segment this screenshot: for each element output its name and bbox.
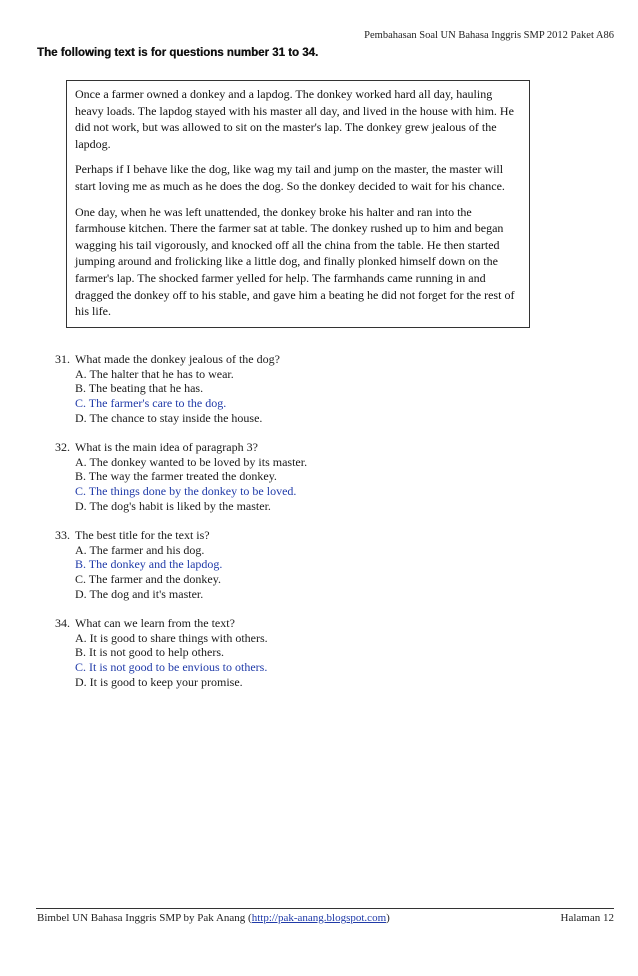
passage-intro: The following text is for questions number 31 to 34. bbox=[37, 47, 319, 59]
footer-credit-suffix: ) bbox=[386, 912, 390, 924]
reading-passage bbox=[66, 80, 530, 328]
question-32 bbox=[55, 440, 615, 514]
blog-link[interactable]: http://pak-anang.blogspot.com bbox=[251, 912, 387, 924]
page-number: Halaman 12 bbox=[560, 912, 614, 924]
option-d: D. The dog and it's master. bbox=[75, 586, 204, 601]
option-d: D. The chance to stay inside the house. bbox=[75, 410, 263, 425]
question-34 bbox=[55, 616, 615, 690]
question-number: 34. bbox=[55, 616, 70, 631]
footer-credit-prefix: Bimbel UN Bahasa Inggris SMP by Pak Anang ( bbox=[37, 912, 252, 924]
option-list bbox=[55, 631, 615, 690]
option-d: D. It is good to keep your promise. bbox=[75, 674, 243, 689]
option-c: C. The things done by the donkey to be loved. bbox=[75, 484, 297, 499]
question-stem bbox=[55, 352, 615, 367]
question-31 bbox=[55, 352, 615, 426]
question-text: What can we learn from the text? bbox=[75, 616, 235, 631]
option-c: C. The farmer and the donkey. bbox=[75, 572, 221, 587]
option-list bbox=[55, 543, 615, 602]
passage-paragraph-3: One day, when he was left unattended, the donkey broke his halter and ran into the farmhouse kitchen. There the farmer sat at table. The donkey rushed up to him and began wagging his tail vigorously, and knocked off all the china from the table. He then started jumping around and frolicking like a little dog, and finally plonked himself down on the farmer's lap. The shocked farmer yelled for help. The farmhands came running in and dragged the donkey off to his stable, and gave him a beating he did not forget for the rest of his life. bbox=[75, 204, 515, 319]
option-list bbox=[55, 455, 615, 514]
question-list bbox=[55, 352, 615, 704]
option-a: A. It is good to share things with others. bbox=[75, 630, 268, 645]
question-33 bbox=[55, 528, 615, 602]
question-text: What made the donkey jealous of the dog? bbox=[75, 352, 280, 366]
option-c: C. It is not good to be envious to others. bbox=[75, 660, 268, 675]
question-stem bbox=[55, 616, 615, 631]
option-list bbox=[55, 367, 615, 426]
passage-paragraph-2: Perhaps if I behave like the dog, like wag my tail and jump on the master, the master will start loving me as much as he does the dog. So the donkey decided to wait for his chance. bbox=[75, 162, 505, 193]
option-d: D. The dog's habit is liked by the master. bbox=[75, 498, 271, 513]
option-a: A. The farmer and his dog. bbox=[75, 542, 205, 557]
passage-paragraph-1: Once a farmer owned a donkey and a lapdog. The donkey worked hard all day, hauling heavy loads. The lapdog stayed with his master all day, and lived in the house with him. He did not work, but was allowed to sit on the master's lap. The donkey grew jealous of the lapdog. bbox=[75, 87, 514, 151]
question-stem bbox=[55, 528, 615, 543]
question-stem bbox=[55, 440, 615, 455]
running-head: Pembahasan Soal UN Bahasa Inggris SMP 2012 Paket A86 bbox=[364, 30, 614, 41]
question-number: 31. bbox=[55, 352, 70, 366]
option-c: C. The farmer's care to the dog. bbox=[75, 396, 227, 411]
option-b: B. The donkey and the lapdog. bbox=[75, 557, 223, 572]
option-a: A. The halter that he has to wear. bbox=[75, 366, 234, 381]
question-number: 32. bbox=[55, 440, 70, 455]
question-text: What is the main idea of paragraph 3? bbox=[75, 440, 258, 455]
option-b: B. The beating that he has. bbox=[75, 381, 204, 396]
option-a: A. The donkey wanted to be loved by its master. bbox=[75, 454, 308, 469]
question-number: 33. bbox=[55, 528, 70, 543]
option-b: B. It is not good to help others. bbox=[75, 645, 224, 660]
footer-divider bbox=[36, 908, 614, 909]
option-b: B. The way the farmer treated the donkey. bbox=[75, 469, 277, 484]
footer-credit bbox=[37, 912, 390, 924]
question-text: The best title for the text is? bbox=[75, 528, 210, 543]
